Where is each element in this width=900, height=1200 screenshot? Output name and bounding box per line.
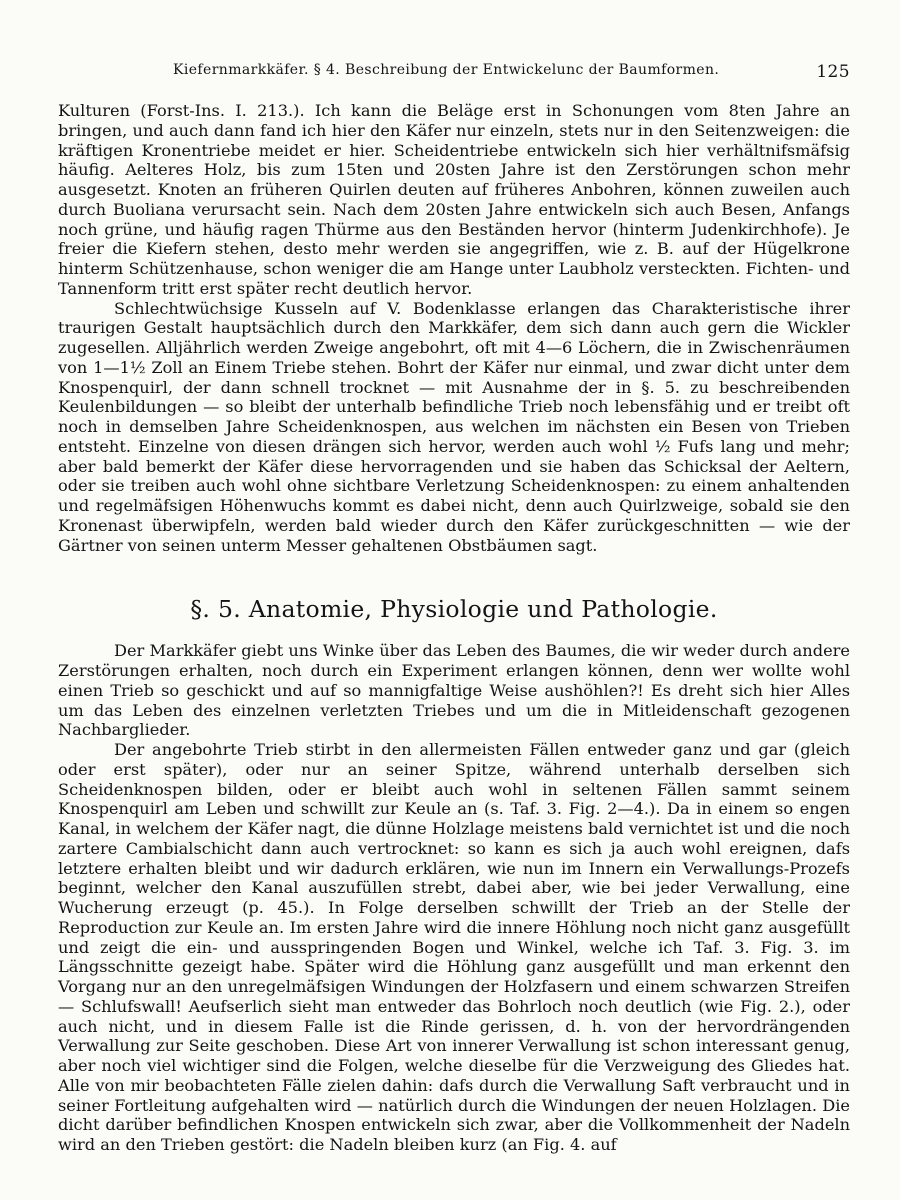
- running-title: Kiefernmarkkäfer. § 4. Beschreibung der Entwickelunc der Baumformen.: [173, 62, 720, 78]
- section-heading: §. 5. Anatomie, Physiologie und Pathologie.: [190, 595, 718, 624]
- page-body: [58, 101, 850, 1155]
- paragraph-angebohrte-trieb: Der angebohrte Trieb stirbt in den allermeisten Fällen entweder ganz und gar (gleich oder erst später), oder nur an seiner Spitze, während unterhalb derselben sich Scheidenknospen bilden, oder er bleibt auch wohl in seltenen Fällen sammt seinem Knospenquirl am Leben und schwillt zur Keule an (s. Taf. 3. Fig. 2—4.). Da in einem so engen Kanal, in welchem der Käfer nagt, die dünne Holzlage meistens bald vernichtet ist und die noch zartere Cambialschicht dann auch vertrocknet: so kann es sich ja auch wohl ereignen, dafs letztere erhalten bleibt und wir dadurch erklären, wie nun im Innern ein Verwallungs-Prozefs beginnt, welcher den Kanal auszufüllen strebt, dabei aber, wie bei jeder Verwallung, eine Wucherung erzeugt (p. 45.). In Folge derselben schwillt der Trieb an der Stelle der Reproduction zur Keule an. Im ersten Jahre wird die innere Höhlung noch nicht ganz ausgefüllt und zeigt die ein- und ausspringenden Bogen und Winkel, welche ich Taf. 3. Fig. 3. im Längsschnitte gezeigt habe. Später wird die Höhlung ganz ausgefüllt und man erkennt den Vorgang nur an den unregelmäfsigen Windungen der Holzfasern und einem schwarzen Streifen — Schlufswall! Aeufserlich sieht man entweder das Bohrloch noch deutlich (wie Fig. 2.), oder auch nicht, und in diesem Falle ist die Rinde gerissen, d. h. von der hervordrängenden Verwallung zur Seite geschoben. Diese Art von innerer Verwallung ist schon interessant genug, aber noch viel wichtiger sind die Folgen, welche dieselbe für die Verzweigung des Gliedes hat. Alle von mir beobachteten Fälle zielen dahin: dafs durch die Verwallung Saft verbraucht und in seiner Fortleitung aufgehalten wird — natürlich durch die Windungen der neuen Holzlagen. Die dicht darüber befindlichen Knospen entwickeln sich zwar, aber die Vollkommenheit der Nadeln wird an den Trieben gestört: die Nadeln bleiben kurz (an Fig. 4. auf: [58, 740, 850, 1154]
- paragraph-markkaefer: Der Markkäfer giebt uns Winke über das Leben des Baumes, die wir weder durch andere Zerstörungen erhalten, noch durch ein Experiment erlangen können, denn wer wollte wohl einen Trieb so geschickt und auf so mannigfaltige Weise aushöhlen?! Es dreht sich hier Alles um das Leben des einzelnen verletzten Triebes und um die in Mitleidenschaft gezogenen Nachbarglieder.: [58, 641, 850, 740]
- paragraph-kusseln: Schlechtwüchsige Kusseln auf V. Bodenklasse erlangen das Charakteristische ihrer traurigen Gestalt hauptsächlich durch den Markkäfer, dem sich dann auch gern die Wickler zugesellen. Alljährlich werden Zweige angebohrt, oft mit 4—6 Löchern, die in Zwischenräumen von 1—1½ Zoll an Einem Triebe stehen. Bohrt der Käfer nur einmal, und zwar dicht unter dem Knospenquirl, der dann schnell trocknet — mit Ausnahme der in §. 5. zu beschreibenden Keulenbildungen — so bleibt der unterhalb befindliche Trieb noch lebensfähig und er treibt oft noch in demselben Jahre Scheidenknospen, aus welchen im nächsten ein Besen von Trieben entsteht. Einzelne von diesen drängen sich hervor, werden auch wohl ½ Fufs lang und mehr; aber bald bemerkt der Käfer diese hervorragenden und sie haben das Schicksal der Aeltern, oder sie treiben auch wohl ohne sichtbare Verletzung Scheidenknospen: zu einem anhaltenden und regelmäfsigen Höhenwuchs kommt es dabei nicht, denn auch Quirlzweige, sobald sie den Kronenast überwipfeln, werden bald wieder durch den Käfer zurückgeschnitten — wie der Gärtner von seinen unterm Messer gehaltenen Obstbäumen sagt.: [58, 298, 850, 555]
- continued-paragraph: Kulturen (Forst-Ins. I. 213.). Ich kann die Beläge erst in Schonungen vom 8ten Jahre an bringen, und auch dann fand ich hier den Käfer nur einzeln, stets nur in den Seitenzweigen: die kräftigen Kronentriebe meidet er hier. Scheidentriebe entwickeln sich hier verhältnifsmäfsig häufig. Aelteres Holz, bis zum 15ten und 20sten Jahre ist den Zerstörungen schon mehr ausgesetzt. Knoten an früheren Quirlen deuten auf früheres Anbohren, können zuweilen auch durch Buoliana verursacht sein. Nach dem 20sten Jahre entwickeln sich auch Besen, Anfangs noch grüne, und häufig ragen Thürme aus den Beständen hervor (hinterm Judenkirchhofe). Je freier die Kiefern stehen, desto mehr werden sie angegriffen, wie z. B. auf der Hügelkrone hinterm Schützenhause, schon weniger die am Hange unter Laubholz versteckten. Fichten- und Tannenform tritt erst später recht deutlich hervor.: [58, 101, 850, 298]
- page-header: [58, 62, 850, 86]
- page-number: 125: [816, 62, 850, 82]
